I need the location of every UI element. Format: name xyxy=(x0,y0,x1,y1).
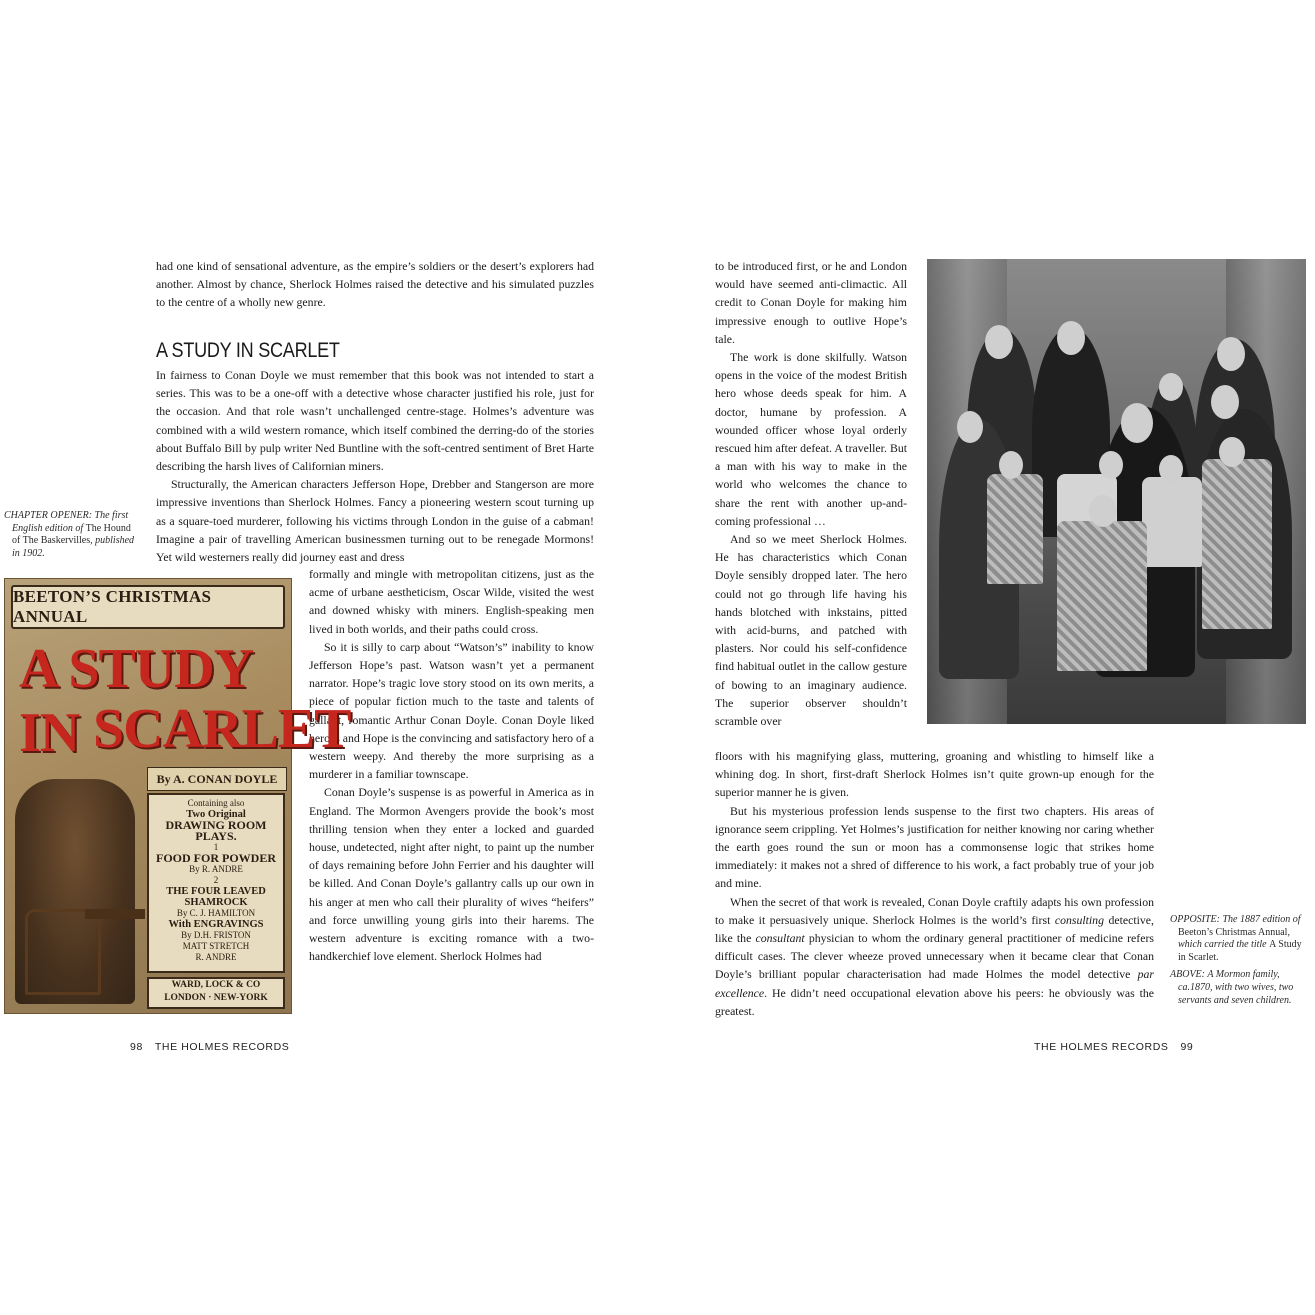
intro-text: had one kind of sensational adventure, as the empire’s soldiers or the desert’s explorers had another. Almost by chance, Sherlock Holmes raised the detective and his simulated puzzles to the centre of a wholly new genre. xyxy=(156,259,594,310)
paragraph-r1: to be introduced first, or he and London would have seemed anti-climactic. All credit to Conan Doyle for making him impressive enough to outlive Hope’s tale. xyxy=(715,259,907,346)
section-heading: A STUDY IN SCARLET xyxy=(156,339,340,362)
cover-text: By R. ANDRE xyxy=(189,864,243,874)
cover-contents-panel xyxy=(147,793,285,973)
photo-face xyxy=(999,451,1023,479)
left-folio xyxy=(130,1041,289,1053)
family-photo-image xyxy=(927,259,1306,724)
intro-paragraph xyxy=(156,257,594,312)
caption-title: of The Baskervilles xyxy=(12,535,91,547)
running-head: THE HOLMES RECORDS xyxy=(1034,1041,1169,1053)
emphasis: consulting xyxy=(1054,912,1104,927)
cover-text: THE FOUR LEAVED SHAMROCK xyxy=(166,886,266,908)
photo-child xyxy=(1142,477,1202,567)
left-page xyxy=(0,0,657,1315)
caption-title: The Hound xyxy=(85,522,131,534)
photo-face xyxy=(1121,403,1153,443)
cover-text: R. ANDRE xyxy=(195,952,237,962)
narrow-column xyxy=(309,565,594,965)
narrow-column-right xyxy=(715,257,907,730)
text-run: physician to whom the ordinary general practitioner of medicine refers difficult cases. The clever wheeze proved unnecessary when it became clear that Conan Doyle’s brilliant popular characterisation had made Holmes the model detective xyxy=(715,931,1154,982)
text-run: detective, like the xyxy=(715,912,1154,946)
caption-label: OPPOSITE: xyxy=(1170,914,1220,925)
emphasis: par excellence xyxy=(715,967,1154,1000)
cover-text: With ENGRAVINGS xyxy=(168,919,264,930)
cover-text: 1 xyxy=(213,842,219,852)
cover-text: MATT STRETCH xyxy=(182,941,250,951)
paragraph-r2: The work is done skilfully. Watson opens in the voice of the modest British hero whose deeds speak for him. A doctor, humane by profession. A wounded officer whose loyal orderly rescued him after defeat. A traveller. But a man with his way to make in the world who welcomes the chance to share the rent with another up-and-coming professional … xyxy=(715,350,907,528)
cover-text: LONDON · NEW-YORK xyxy=(164,993,268,1003)
cover-header: BEETON’S CHRISTMAS ANNUAL xyxy=(11,585,285,629)
caption-line: servants and seven children. xyxy=(1178,994,1292,1006)
above-caption xyxy=(1170,969,1308,1007)
paragraph-2: Structurally, the American characters Jefferson Hope, Drebber and Stangerson are more impressive inventions than Sherlock Holmes. Fancy a pioneering western scout turning up as a square-toed murderer, following his victims through London in the guise of a cabman! Imagine a pair of travelling American businessmen turning out to be renegade Mormons! Yet wild westerners really did journey east and dress xyxy=(156,477,594,565)
cover-text: Containing also xyxy=(187,798,245,808)
page-number: 99 xyxy=(1180,1041,1194,1053)
photo-face xyxy=(957,411,983,443)
emphasis: consultant xyxy=(755,931,805,946)
main-column xyxy=(156,366,594,566)
paragraph-r5 xyxy=(715,893,1154,1020)
caption-title: A Study xyxy=(1269,939,1302,951)
photo-face xyxy=(1217,337,1245,371)
cover-text: DRAWING ROOM PLAYS. xyxy=(165,818,267,843)
right-captions xyxy=(1170,914,1308,1007)
caption-label: ABOVE: xyxy=(1170,969,1205,981)
cover-text: WARD, LOCK & CO xyxy=(171,980,261,990)
page-number: 98 xyxy=(130,1041,143,1053)
paragraph-2-continued: formally and mingle with metropolitan citizens, just as the acme of urbane aestheticism, Oscar Wilde, visited the west and downed whisky with miners. English-speaking men lived in both worlds, and their paths could cross. xyxy=(309,567,594,636)
paragraph-r4: But his mysterious profession lends suspense to the first two chapters. His areas of ignorance seem crippling. Yet Holmes’s justification for neither knowing nor caring whether the earth goes round the sun or moon has a commonsense logic that strikes home immediately: it makes not a shred of difference to his work, a fact probably true of your job and mine. xyxy=(715,803,1154,891)
cover-text: By C. J. HAMILTON xyxy=(176,908,256,918)
cover-illustration-chair xyxy=(25,909,101,995)
caption-line: English edition of xyxy=(12,522,86,534)
photo-face xyxy=(985,325,1013,359)
text-run: . He didn’t need occupational elevation above his peers: he obviously was the greatest. xyxy=(715,985,1154,1018)
caption-line: The first xyxy=(92,510,129,521)
caption-title: Beeton’s Christmas Annual, xyxy=(1178,926,1290,938)
photo-face xyxy=(1057,321,1085,355)
photo-child xyxy=(1057,521,1147,671)
paragraph-1: In fairness to Conan Doyle we must remember that this book was not intended to start a series. This was to be a one-off with a detective whose character justified his role, just for the occasion. And that role wasn’t unchallenged centre-stage. Holmes’s adventure was combined with a wild western romance, which itself combined the derring-do of the stories about Buffalo Bill by pulp writer Ned Buntline with the soft-centred sentiment of Bret Harte describing the harsh lives of Californian miners. xyxy=(156,368,594,474)
caption-line: , published xyxy=(90,535,135,547)
photo-face xyxy=(1089,495,1117,527)
caption-line: which carried the title xyxy=(1178,939,1270,951)
paragraph-4: Conan Doyle’s suspense is as powerful in America as in England. The Mormon Avengers provide the book’s most thrilling tension when they enter a locked and guarded house, undetected, night after night, to paint up the number of days remaining before John Ferrier and his daughter will be killed. And Conan Doyle’s gallantry calls up our own in his anger at men who call their plurality of wives “heifers” and force unwilling young girls into their harems. The western adventure is exciting romance with a two-handkerchief love element. Sherlock Holmes had xyxy=(309,785,594,964)
opposite-caption xyxy=(1170,914,1308,964)
paragraph-r3-continued: floors with his magnifying glass, muttering, groaning and whistling to himself like a whining dog. In short, first-draft Sherlock Holmes isn’t quite grown-up enough for the superior manner he is given. xyxy=(715,749,1154,800)
cover-author: By A. CONAN DOYLE xyxy=(147,767,287,791)
cover-title-line-1: A STUDY IN xyxy=(19,638,252,764)
text-run: When the secret of that work is revealed, Conan Doyle craftily adapts his own profession to make it persuasively unique. Sherlock Holmes is the world’s first xyxy=(715,894,1154,927)
photo-face xyxy=(1219,437,1245,467)
photo-face xyxy=(1159,455,1183,483)
cover-text: 2 xyxy=(213,875,219,885)
running-head: THE HOLMES RECORDS xyxy=(154,1041,290,1053)
paragraph-r3: And so we meet Sherlock Holmes. He has characteristics which Conan Doyle sensibly dropped later. The hero could not go through life having his hands blotched with inkstains, pitted with acid-burns, and patched with plasters. Nor could his self-confidence find habitual outlet in the callow gesture of bowing to an imaginary audience. The superior observer shouldn’t scramble over xyxy=(715,532,907,729)
cover-text: By D.H. FRISTON xyxy=(181,930,251,940)
photo-child xyxy=(987,474,1043,584)
caption-line: A Mormon family, xyxy=(1205,969,1280,981)
paragraph-3: So it is silly to carp about “Watson’s” inability to know Jefferson Hope’s past. Watson wasn’t yet a permanent narrator. Hope’s tragic love story stood on its own merits, a piece of popular fiction much to the taste and talents of gallant, romantic Arthur Conan Doyle. Conan Doyle liked heroes and Hope is the convincing and satisfactory hero of a western weepy. And thereby the more surprising as a murderer in a familiar townscape. xyxy=(309,639,594,782)
chapter-opener-caption xyxy=(4,510,144,560)
caption-line: ca.1870, with two wives, two xyxy=(1178,981,1294,993)
caption-label: CHAPTER OPENER: xyxy=(4,510,93,521)
photo-face xyxy=(1159,373,1183,401)
caption-line: The 1887 edition of xyxy=(1220,914,1301,925)
cover-title-line-2: SCARLET xyxy=(93,698,351,760)
book-cover-image xyxy=(4,578,351,1014)
caption-title: in Scarlet. xyxy=(1178,951,1219,963)
wide-column-right xyxy=(715,747,1154,1020)
caption-line: in 1902. xyxy=(12,547,45,559)
cover-illustration-desk xyxy=(85,909,145,919)
right-folio xyxy=(1034,1041,1205,1053)
photo-face xyxy=(1211,385,1239,419)
cover-text: FOOD FOR POWDER xyxy=(156,851,276,865)
photo-face xyxy=(1099,451,1123,479)
cover-publisher xyxy=(147,977,285,1009)
photo-child xyxy=(1202,459,1272,629)
cover-text: Two Original xyxy=(186,809,246,820)
